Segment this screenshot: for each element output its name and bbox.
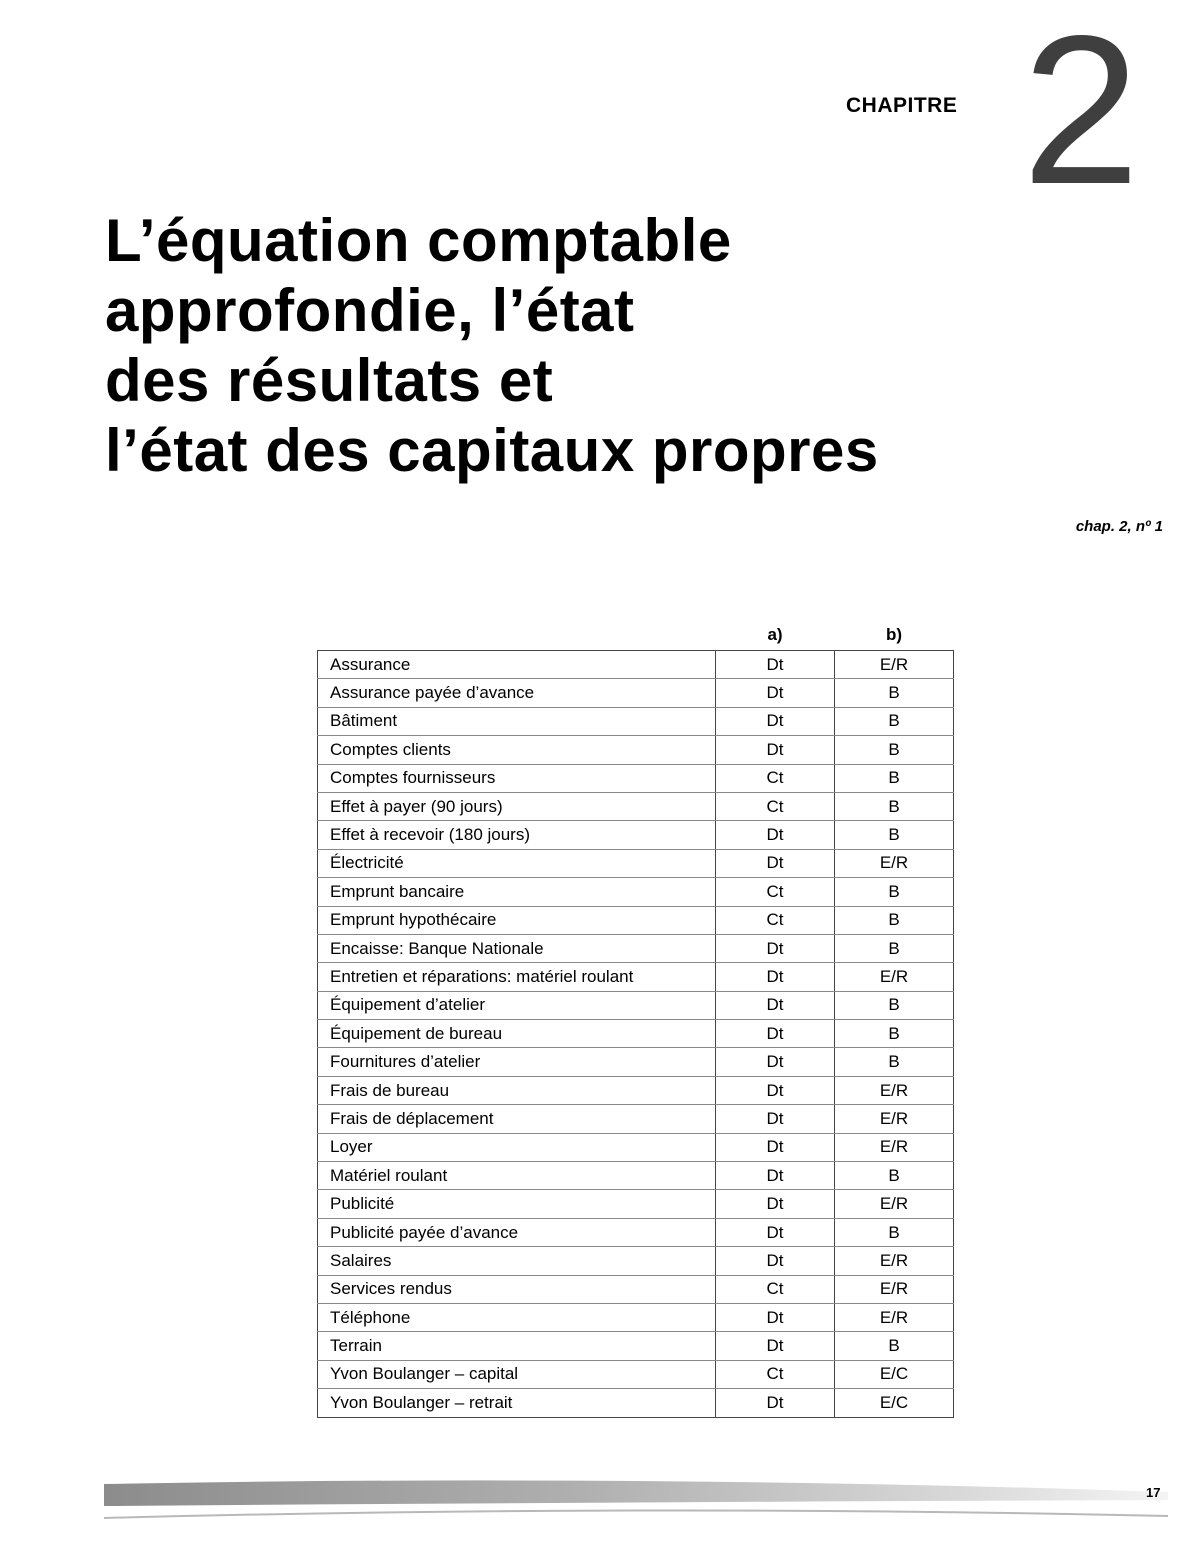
account-name-cell: Loyer bbox=[318, 1133, 716, 1161]
debit-credit-cell: Dt bbox=[716, 736, 835, 764]
account-name-cell: Assurance bbox=[318, 651, 716, 679]
debit-credit-cell: Dt bbox=[716, 1162, 835, 1190]
debit-credit-cell: Dt bbox=[716, 651, 835, 679]
table-row bbox=[318, 1247, 954, 1275]
account-name-cell: Salaires bbox=[318, 1247, 716, 1275]
table-row bbox=[318, 1360, 954, 1388]
column-header-account bbox=[318, 620, 716, 651]
statement-cell: E/C bbox=[835, 1389, 954, 1417]
debit-credit-cell: Dt bbox=[716, 1133, 835, 1161]
account-name-cell: Effet à payer (90 jours) bbox=[318, 792, 716, 820]
account-name-cell: Encaisse: Banque Nationale bbox=[318, 934, 716, 962]
table-row bbox=[318, 1303, 954, 1331]
table-row bbox=[318, 1332, 954, 1360]
statement-cell: E/R bbox=[835, 963, 954, 991]
table-row bbox=[318, 679, 954, 707]
debit-credit-cell: Dt bbox=[716, 1020, 835, 1048]
statement-cell: E/R bbox=[835, 849, 954, 877]
account-name-cell: Comptes clients bbox=[318, 736, 716, 764]
statement-cell: B bbox=[835, 1020, 954, 1048]
debit-credit-cell: Dt bbox=[716, 1247, 835, 1275]
account-name-cell: Terrain bbox=[318, 1332, 716, 1360]
chapter-title-line: l’état des capitaux propres bbox=[105, 417, 879, 484]
table-row bbox=[318, 934, 954, 962]
account-name-cell: Fournitures d’atelier bbox=[318, 1048, 716, 1076]
chapter-number: 2 bbox=[1022, 0, 1140, 228]
chapter-label: CHAPITRE bbox=[846, 94, 958, 117]
statement-cell: B bbox=[835, 736, 954, 764]
statement-cell: B bbox=[835, 1162, 954, 1190]
table-row bbox=[318, 1389, 954, 1417]
statement-cell: B bbox=[835, 1218, 954, 1246]
statement-cell: B bbox=[835, 679, 954, 707]
debit-credit-cell: Dt bbox=[716, 991, 835, 1019]
statement-cell: B bbox=[835, 906, 954, 934]
debit-credit-cell: Ct bbox=[716, 1360, 835, 1388]
chapter-title bbox=[105, 206, 1105, 486]
account-name-cell: Électricité bbox=[318, 849, 716, 877]
table-row bbox=[318, 707, 954, 735]
statement-cell: B bbox=[835, 991, 954, 1019]
account-name-cell: Yvon Boulanger – retrait bbox=[318, 1389, 716, 1417]
statement-cell: E/C bbox=[835, 1360, 954, 1388]
account-name-cell: Emprunt hypothécaire bbox=[318, 906, 716, 934]
table-row bbox=[318, 1275, 954, 1303]
chapter-title-line: approfondie, l’état bbox=[105, 277, 635, 344]
table-row bbox=[318, 963, 954, 991]
debit-credit-cell: Dt bbox=[716, 934, 835, 962]
statement-cell: E/R bbox=[835, 1247, 954, 1275]
account-name-cell: Comptes fournisseurs bbox=[318, 764, 716, 792]
debit-credit-cell: Ct bbox=[716, 1275, 835, 1303]
debit-credit-cell: Dt bbox=[716, 1332, 835, 1360]
table-row bbox=[318, 991, 954, 1019]
statement-cell: B bbox=[835, 878, 954, 906]
statement-cell: B bbox=[835, 1048, 954, 1076]
account-name-cell: Publicité bbox=[318, 1190, 716, 1218]
account-name-cell: Matériel roulant bbox=[318, 1162, 716, 1190]
table-row bbox=[318, 651, 954, 679]
debit-credit-cell: Ct bbox=[716, 906, 835, 934]
table-body bbox=[318, 651, 954, 1418]
account-name-cell: Équipement de bureau bbox=[318, 1020, 716, 1048]
statement-cell: B bbox=[835, 792, 954, 820]
column-header-a: a) bbox=[767, 625, 783, 644]
debit-credit-cell: Ct bbox=[716, 792, 835, 820]
statement-cell: B bbox=[835, 821, 954, 849]
account-name-cell: Entretien et réparations: matériel roulant bbox=[318, 963, 716, 991]
table-row bbox=[318, 1162, 954, 1190]
chapter-title-line: L’équation comptable bbox=[105, 207, 732, 274]
debit-credit-cell: Dt bbox=[716, 1218, 835, 1246]
debit-credit-cell: Dt bbox=[716, 1105, 835, 1133]
account-name-cell: Publicité payée d’avance bbox=[318, 1218, 716, 1246]
table-row bbox=[318, 821, 954, 849]
account-name-cell: Assurance payée d’avance bbox=[318, 679, 716, 707]
debit-credit-cell: Dt bbox=[716, 821, 835, 849]
statement-cell: E/R bbox=[835, 1133, 954, 1161]
table-row bbox=[318, 878, 954, 906]
statement-cell: E/R bbox=[835, 1303, 954, 1331]
table-row bbox=[318, 1190, 954, 1218]
statement-cell: B bbox=[835, 764, 954, 792]
debit-credit-cell: Dt bbox=[716, 1048, 835, 1076]
accounts-table bbox=[317, 620, 954, 1418]
table-row bbox=[318, 906, 954, 934]
page-number: 17 bbox=[1146, 1485, 1161, 1500]
table-row bbox=[318, 764, 954, 792]
exercise-reference: chap. 2, nº 1 bbox=[1075, 518, 1163, 535]
debit-credit-cell: Ct bbox=[716, 878, 835, 906]
table-row bbox=[318, 1133, 954, 1161]
table-row bbox=[318, 849, 954, 877]
account-name-cell: Frais de bureau bbox=[318, 1076, 716, 1104]
statement-cell: E/R bbox=[835, 1275, 954, 1303]
footer-decorative-band bbox=[104, 1478, 1168, 1520]
statement-cell: E/R bbox=[835, 1105, 954, 1133]
account-name-cell: Services rendus bbox=[318, 1275, 716, 1303]
statement-cell: B bbox=[835, 707, 954, 735]
account-name-cell: Bâtiment bbox=[318, 707, 716, 735]
debit-credit-cell: Dt bbox=[716, 1190, 835, 1218]
table-row bbox=[318, 1076, 954, 1104]
debit-credit-cell: Dt bbox=[716, 707, 835, 735]
table-row bbox=[318, 1048, 954, 1076]
table-row bbox=[318, 1020, 954, 1048]
debit-credit-cell: Dt bbox=[716, 679, 835, 707]
column-header-b: b) bbox=[885, 625, 903, 644]
account-name-cell: Yvon Boulanger – capital bbox=[318, 1360, 716, 1388]
debit-credit-cell: Dt bbox=[716, 1303, 835, 1331]
debit-credit-cell: Dt bbox=[716, 963, 835, 991]
statement-cell: B bbox=[835, 1332, 954, 1360]
statement-cell: B bbox=[835, 934, 954, 962]
account-name-cell: Effet à recevoir (180 jours) bbox=[318, 821, 716, 849]
debit-credit-cell: Dt bbox=[716, 1076, 835, 1104]
statement-cell: E/R bbox=[835, 1076, 954, 1104]
debit-credit-cell: Dt bbox=[716, 1389, 835, 1417]
account-name-cell: Frais de déplacement bbox=[318, 1105, 716, 1133]
chapter-title-line: des résultats et bbox=[105, 347, 554, 414]
table-row bbox=[318, 1105, 954, 1133]
debit-credit-cell: Ct bbox=[716, 764, 835, 792]
account-name-cell: Téléphone bbox=[318, 1303, 716, 1331]
account-name-cell: Emprunt bancaire bbox=[318, 878, 716, 906]
table-header-row bbox=[318, 620, 954, 651]
table-row bbox=[318, 736, 954, 764]
table-row bbox=[318, 1218, 954, 1246]
table-row bbox=[318, 792, 954, 820]
account-name-cell: Équipement d’atelier bbox=[318, 991, 716, 1019]
debit-credit-cell: Dt bbox=[716, 849, 835, 877]
statement-cell: E/R bbox=[835, 1190, 954, 1218]
statement-cell: E/R bbox=[835, 651, 954, 679]
